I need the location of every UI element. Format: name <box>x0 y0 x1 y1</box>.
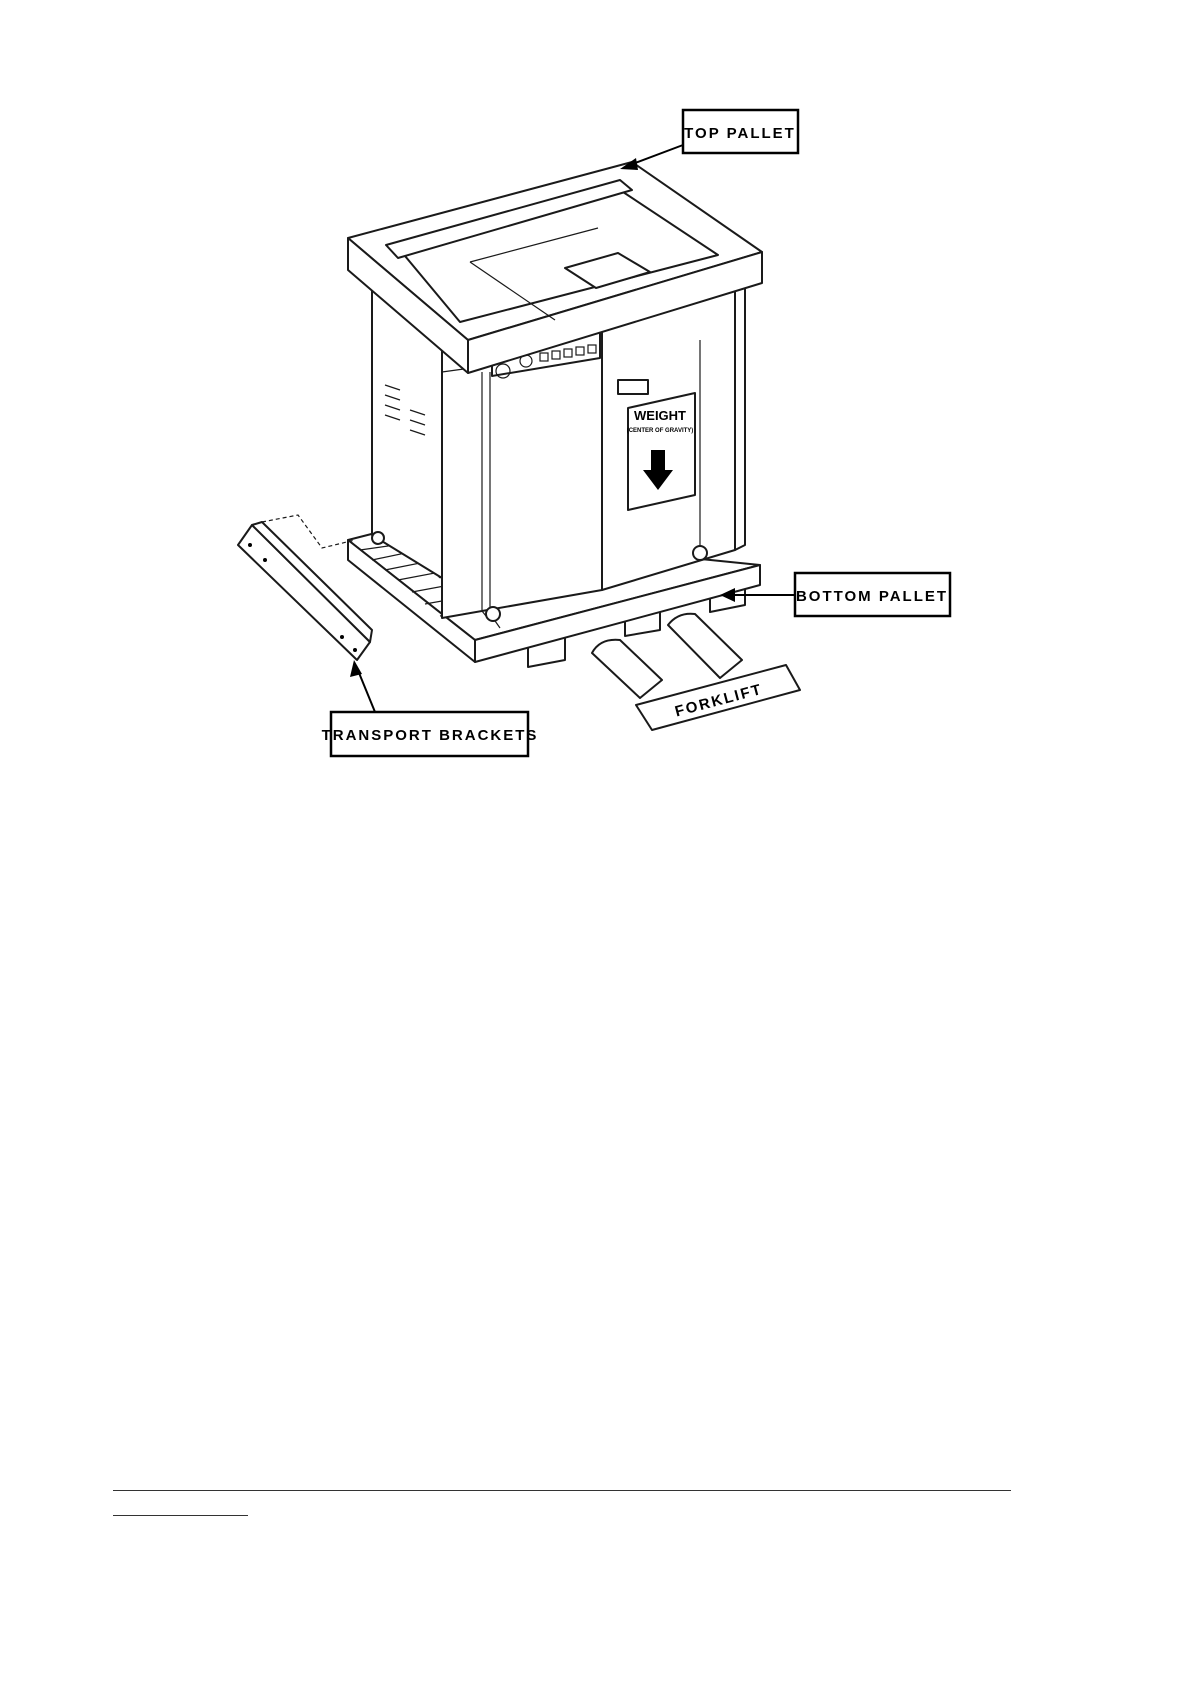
transport-bracket <box>238 515 372 660</box>
center-of-gravity-text: (CENTER OF GRAVITY) <box>626 428 694 434</box>
bottom-pallet-label: BOTTOM PALLET <box>795 588 949 605</box>
callout-transport-brackets <box>322 660 539 756</box>
transport-brackets-label: TRANSPORT BRACKETS <box>321 727 539 744</box>
footnote-separator <box>113 1515 248 1516</box>
weight-label <box>627 393 695 510</box>
footer-rule <box>113 1490 1011 1491</box>
top-pallet-label: TOP PALLET <box>684 125 796 142</box>
callout-top-pallet <box>620 110 798 170</box>
weight-text: WEIGHT <box>634 408 686 423</box>
forklift-label: FORKLIFT <box>673 680 765 721</box>
